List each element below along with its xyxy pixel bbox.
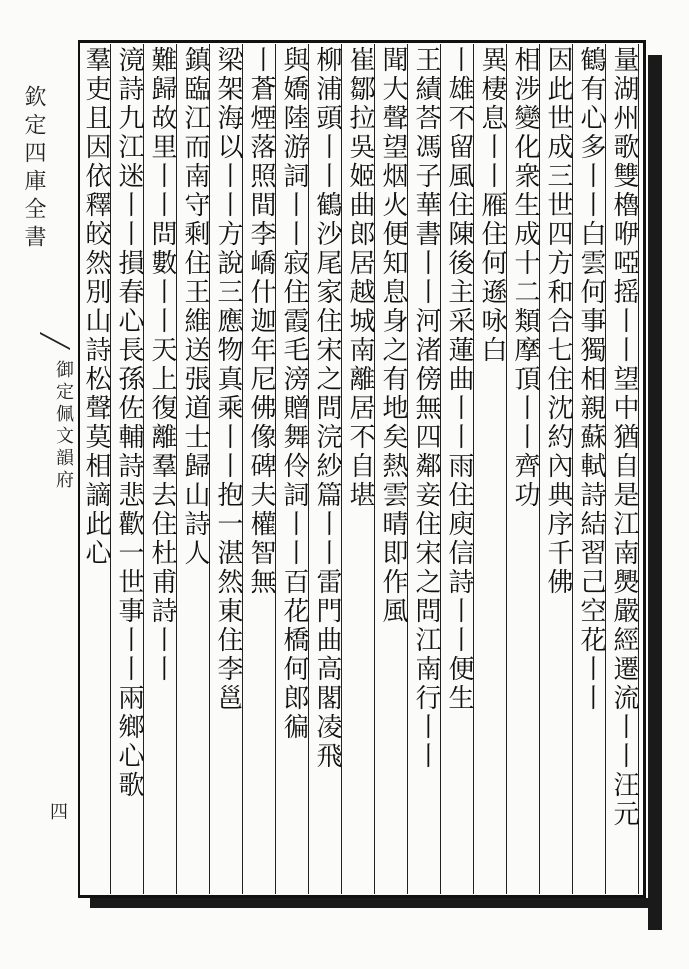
text-column: 異棲息丨丨雁住何遜咏白 xyxy=(477,46,507,365)
text-column: 丨雄不留風住陳後主采蓮曲丨丨雨住庾信詩丨丨便生 xyxy=(444,46,474,713)
text-column: 量湖州歌雙櫓咿啞摇丨丨望中猶自是江南爂嚴經遷流丨丨汪元 xyxy=(609,46,639,829)
page-margin xyxy=(0,40,78,898)
text-column: 羣吏且因依釋皎然別山詩松聲莫相謫此心 xyxy=(81,46,111,568)
text-column: 鎮臨江而南守剩住王維送張道士歸山詩人 xyxy=(180,46,210,568)
text-column: 因此世成三世四方和合七住沈約內典序千佛 xyxy=(543,46,573,597)
text-column: 難歸故里丨丨問數丨丨天上復離羣去住杜甫詩丨丨 xyxy=(147,46,177,684)
margin-book-title: 欽定四庫全書 xyxy=(21,85,46,253)
text-column: 梁架海以丨丨方說三應物真乘丨丨抱一湛然東住李邕 xyxy=(213,46,243,713)
page-edge-shadow xyxy=(648,55,662,930)
text-column: 與嬌陸游詞丨丨寂住霞毛滂贈舞伶詞丨丨百花橋何郎徧 xyxy=(279,46,309,742)
text-column: 丨蒼煙落照間李嶠什迦年尼佛像碑夫權智無 xyxy=(246,46,276,597)
text-column: 滰詩九江迷丨丨損春心長孫佐輔詩悲歡一世事丨丨兩鄉心歌 xyxy=(114,46,144,800)
margin-page-number: 四 xyxy=(47,802,68,820)
page-bottom-shadow xyxy=(90,898,662,908)
margin-work-title: 御定佩文韻府 xyxy=(53,360,74,492)
text-column: 柳浦頭丨丨鶴沙尾家住宋之問浣紗篇丨丨雷門曲高閣凌飛 xyxy=(312,46,342,771)
text-column: 鶴有心多丨丨白雲何事獨相親蘇軾詩結習己空花丨丨 xyxy=(576,46,606,713)
text-column: 崔鄒拉吳姬曲郎居越城南離居不自堪 xyxy=(345,46,375,510)
text-column: 相涉變化衆生成十二類摩頂丨丨齊功 xyxy=(510,46,540,510)
text-column: 聞大聲望烟火便知息身之有地矣熱雲晴即作風 xyxy=(378,46,408,626)
text-column: 王績荅馮子華書丨丨河渚傍無四鄰妾住宋之問江南行丨丨 xyxy=(411,46,441,771)
